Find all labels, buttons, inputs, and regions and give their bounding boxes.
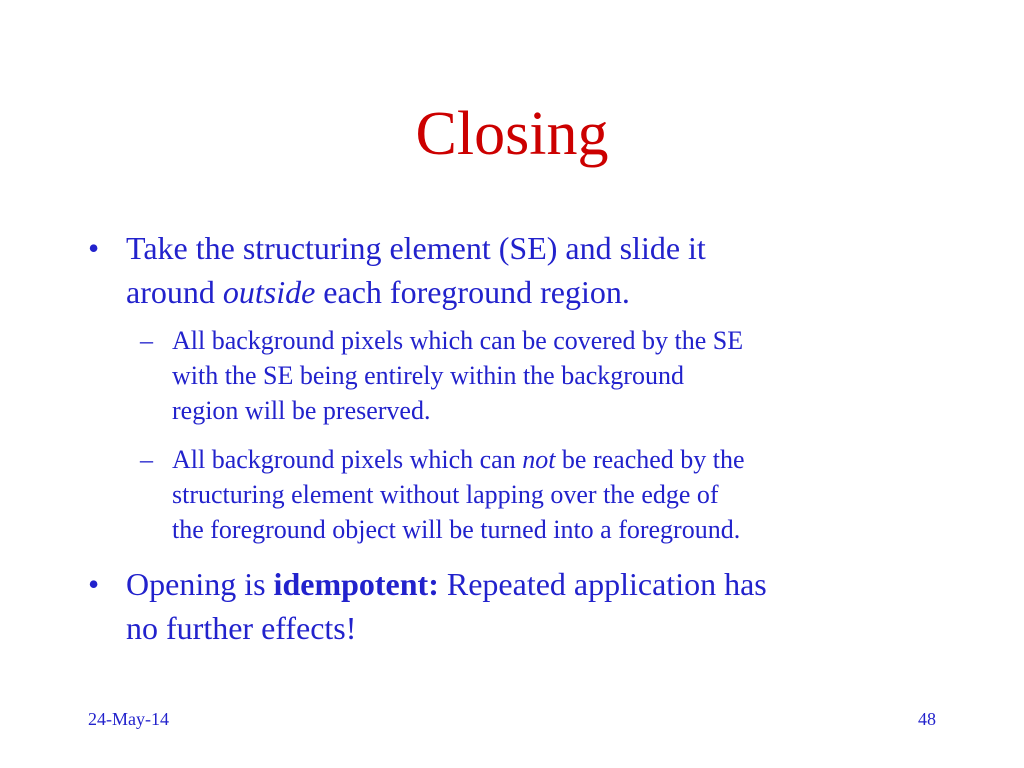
bullet-marker: •	[88, 566, 100, 602]
sub-bullet-marker: –	[140, 445, 153, 474]
footer-page-number: 48	[918, 709, 936, 729]
sub-bullet-line: the foreground object will be turned into a foreground.	[172, 515, 741, 544]
bullet-line	[126, 270, 936, 314]
sub-bullet-text	[172, 323, 942, 428]
text-run: be reached by the	[555, 445, 745, 474]
sub-bullet-text	[172, 442, 942, 547]
text-run: Repeated application has	[438, 566, 767, 602]
emphasis-text: outside	[222, 274, 316, 310]
sub-bullet-line: structuring element without lapping over the edge of	[172, 480, 719, 509]
slide-title: Closing	[415, 100, 609, 168]
strong-text: idempotent:	[273, 566, 439, 602]
text-run: each foreground region.	[315, 274, 630, 310]
bullet-text	[126, 226, 936, 314]
text-run: All background pixels which can	[172, 445, 523, 474]
bullet-marker: •	[88, 230, 100, 266]
sub-bullet-line: All background pixels which can be covered by the SE	[172, 326, 744, 355]
sub-bullet-line: region will be preserved.	[172, 396, 431, 425]
footer-date: 24-May-14	[88, 709, 169, 729]
sub-bullet-marker: –	[140, 326, 153, 355]
sub-bullet-line: with the SE being entirely within the background	[172, 361, 684, 390]
text-run: around	[126, 274, 223, 310]
bullet-line: Take the structuring element (SE) and slide it	[126, 230, 706, 266]
text-run: Opening is	[126, 566, 274, 602]
bullet-line: no further effects!	[126, 610, 357, 646]
emphasis-text: not	[522, 445, 556, 474]
bullet-line	[126, 562, 936, 606]
bullet-text	[126, 562, 936, 650]
sub-bullet-line	[172, 442, 942, 477]
